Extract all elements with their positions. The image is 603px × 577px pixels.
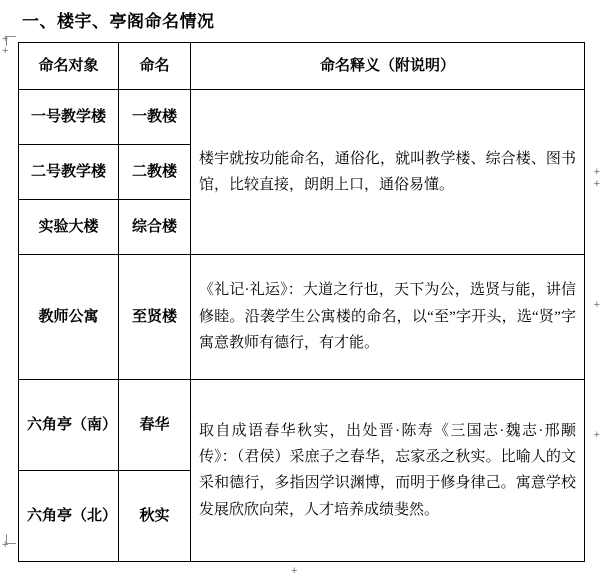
cell-description: 楼宇就按功能命名，通俗化，就叫教学楼、综合楼、图书馆，比较直接，朗朗上口，通俗易懂。 xyxy=(191,89,585,254)
margin-marker-top-right-2: + xyxy=(593,178,600,190)
margin-marker-bottom-right: + xyxy=(593,429,600,441)
margin-marker-bottom-left: + xyxy=(2,539,9,551)
margin-marker-top-left-2: + xyxy=(2,45,9,57)
cell-name: 二教楼 xyxy=(119,144,191,199)
page-title: 一、楼宇、亭阁命名情况 xyxy=(22,12,215,31)
header-cell-object: 命名对象 xyxy=(19,42,119,89)
cell-object: 教师公寓 xyxy=(19,254,119,379)
cell-object: 实验大楼 xyxy=(19,199,119,254)
cell-name: 至贤楼 xyxy=(119,254,191,379)
cell-description: 取自成语春华秋实，出处晋·陈寿《三国志·魏志·邢颙传》：（君侯）采庶子之春华，忘家丞之秋实。比喻人的文采和德行，多指因学识渊博，而明于修身律己。寓意学校发展欣欣向荣，人才培养成绩斐然。 xyxy=(191,379,585,561)
table-row xyxy=(19,379,585,470)
cell-description: 《礼记·礼运》：大道之行也，天下为公，选贤与能，讲信修睦。沿袭学生公寓楼的命名，以“至”字开头，选“贤”字寓意教师有德行，有才能。 xyxy=(191,254,585,379)
margin-marker-top-right: + xyxy=(593,166,600,178)
cell-object: 一号教学楼 xyxy=(19,89,119,144)
margin-marker-middle-right: + xyxy=(593,299,600,311)
cell-name: 综合楼 xyxy=(119,199,191,254)
table-row xyxy=(19,89,585,144)
naming-table xyxy=(18,42,585,562)
cell-object: 六角亭（南） xyxy=(19,379,119,470)
page-corner-bottom-left xyxy=(6,534,16,544)
cell-name: 一教楼 xyxy=(119,89,191,144)
margin-marker-top-left: + xyxy=(2,33,9,45)
margin-marker-bottom-center: + xyxy=(291,565,298,577)
cell-object: 二号教学楼 xyxy=(19,144,119,199)
header-cell-name: 命名 xyxy=(119,42,191,89)
page-corner-top-left xyxy=(6,36,16,46)
cell-object: 六角亭（北） xyxy=(19,470,119,561)
table-header-row xyxy=(19,42,585,89)
cell-name: 春华 xyxy=(119,379,191,470)
header-cell-description: 命名释义（附说明） xyxy=(191,42,585,89)
cell-name: 秋实 xyxy=(119,470,191,561)
table-row xyxy=(19,254,585,379)
